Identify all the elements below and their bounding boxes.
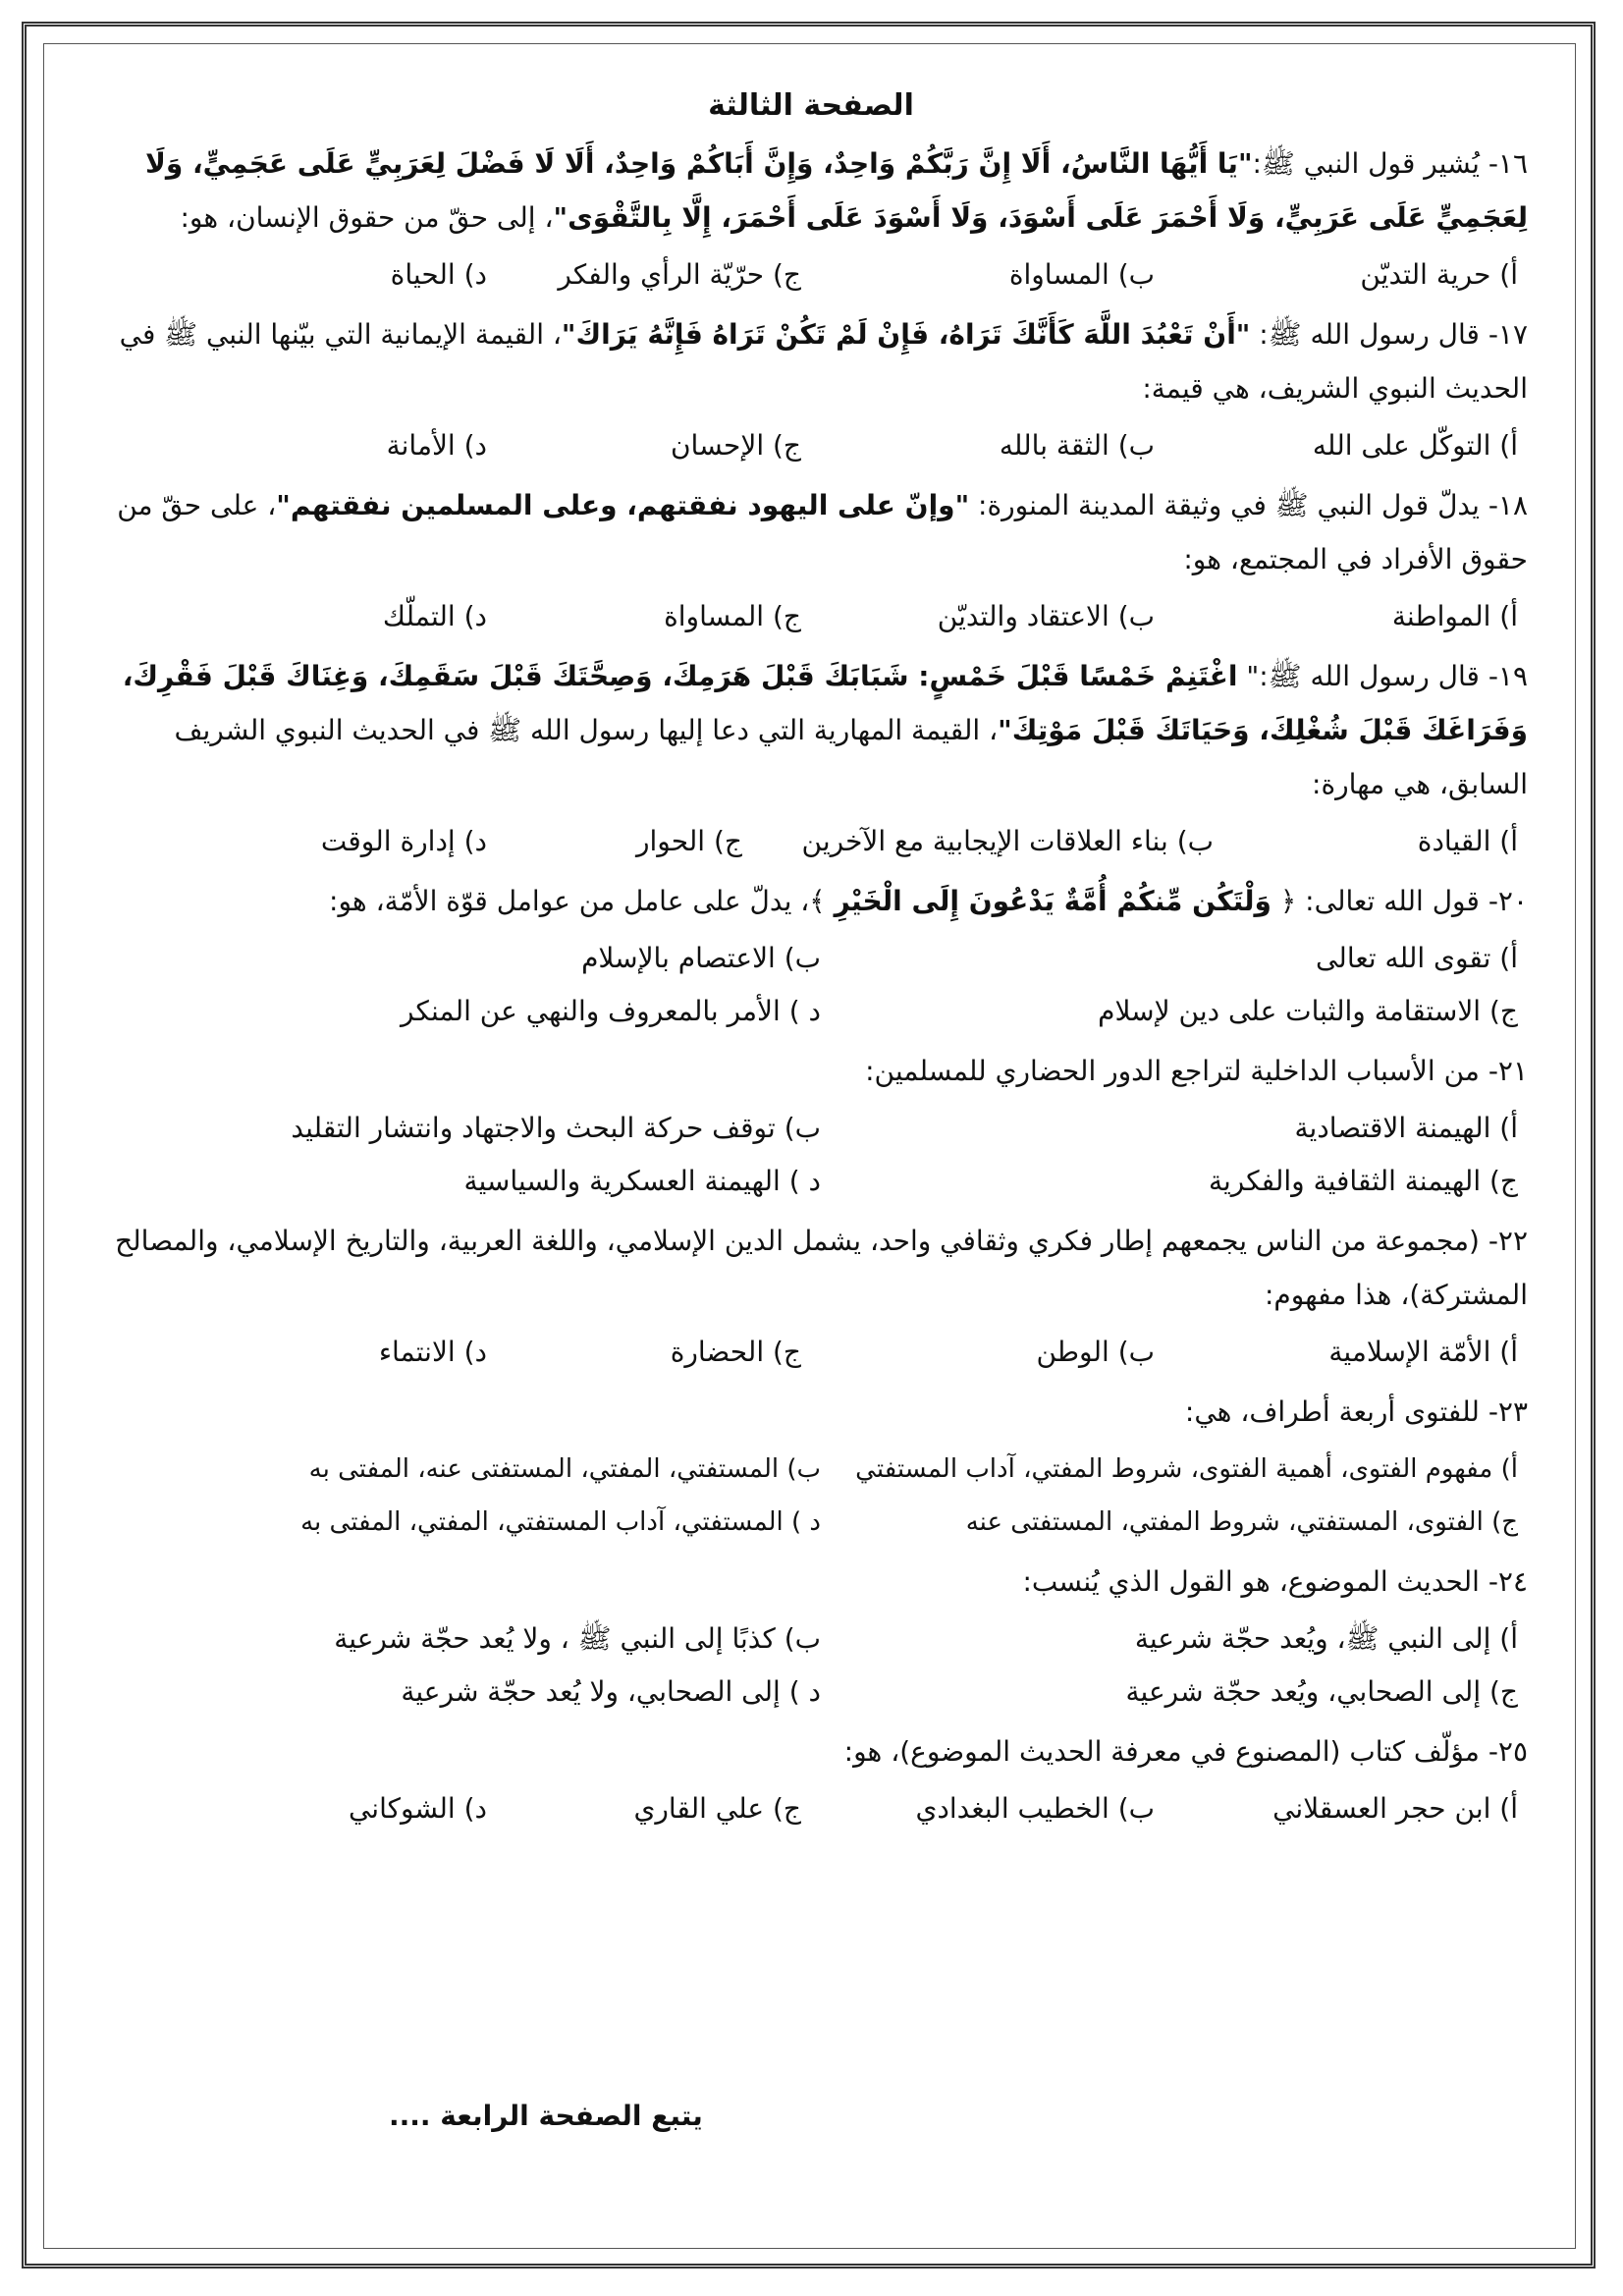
footer xyxy=(94,2100,1528,2132)
question-quote: وَلْتَكُن مِّنكُمْ أُمَّةٌ يَدْعُونَ إِلَى الْخَيْرِ xyxy=(834,885,1271,917)
question-text: ، القيمة المهارية التي دعا إليها رسول الله ﷺ في الحديث النبوي الشريف السابق، هي مهارة: xyxy=(174,714,1528,800)
question-number: ١٨- xyxy=(1488,489,1528,521)
option-d[interactable]: د) الحياة xyxy=(390,258,487,291)
question-text: للفتوى أربعة أطراف، هي: xyxy=(1184,1395,1480,1428)
question-number: ٢١- xyxy=(1488,1055,1528,1087)
option-b[interactable]: ب) الخطيب البغدادي xyxy=(915,1792,1155,1825)
option-b[interactable]: ب) الثقة بالله xyxy=(999,429,1155,462)
page-title: الصفحة الثالثة xyxy=(708,88,914,123)
question-24 xyxy=(94,1555,1528,1609)
question-text: ، القيمة الإيمانية التي بيّنها النبي ﷺ في الحديث النبوي الشريف، هي قيمة: xyxy=(119,318,1528,405)
question-quote: "يَا أَيُّهَا النَّاسُ، أَلَا إِنَّ رَبَّكُمْ وَاحِدٌ، وَإِنَّ أَبَاكُمْ وَاحِدٌ، أَلَا لَا فَضْلَ لِعَرَبِيٍّ عَلَى عَجَمِيٍّ، وَلَا لِعَجَمِيٍّ عَلَى عَرَبِيٍّ، وَلَا أَحْمَرَ عَلَى أَسْوَدَ، وَلَا أَسْوَدَ عَلَى أَحْمَرَ، إِلَّا بِالتَّقْوَى" xyxy=(144,147,1528,234)
option-c[interactable]: ج) الحضارة xyxy=(670,1336,801,1368)
question-text: مؤلّف كتاب (المصنوع في معرفة الحديث الموضوع)، هو: xyxy=(843,1735,1480,1768)
question-23 xyxy=(94,1385,1528,1439)
question-text: من الأسباب الداخلية لتراجع الدور الحضاري للمسلمين: xyxy=(865,1055,1480,1087)
question-number: ٢٠- xyxy=(1488,885,1528,917)
option-b[interactable]: ب) المستفتي، المفتي، المستفتى عنه، المفتى به xyxy=(308,1454,821,1484)
option-c[interactable]: ج) علي القاري xyxy=(633,1792,801,1825)
option-a[interactable]: أ) مفهوم الفتوى، أهمية الفتوى، شروط المفتي، آداب المستفتي xyxy=(855,1454,1518,1484)
question-text: ﴾، يدلّ على عامل من عوامل قوّة الأمّة، هو: xyxy=(329,885,835,917)
question-number: ١٩- xyxy=(1488,660,1528,692)
question-text: يُشير قول النبي ﷺ: xyxy=(1252,147,1480,180)
options-21 xyxy=(94,1102,1528,1208)
option-b[interactable]: ب) المساواة xyxy=(1008,258,1155,291)
options-17 xyxy=(94,419,1528,472)
question-number: ٢٥- xyxy=(1488,1735,1528,1768)
question-text: قول الله تعالى: ﴿ xyxy=(1271,885,1480,917)
options-25 xyxy=(94,1782,1528,1835)
options-23 xyxy=(94,1443,1528,1549)
continue-note: يتبع الصفحة الرابعة .... xyxy=(389,2100,703,2132)
question-quote: اغْتَنِمْ خَمْسًا قَبْلَ خَمْسٍ: شَبَابَكَ قَبْلَ هَرَمِكَ، وَصِحَّتَكَ قَبْلَ سَقَمِكَ، وَغِنَاكَ قَبْلَ فَقْرِكَ، وَفَرَاغَكَ قَبْلَ شُغْلِكَ، وَحَيَاتَكَ قَبْلَ مَوْتِكَ" xyxy=(122,660,1528,746)
question-text: ، إلى حقّ من حقوق الإنسان، هو: xyxy=(180,201,554,234)
question-text: الحديث الموضوع، هو القول الذي يُنسب: xyxy=(1022,1565,1480,1598)
option-b[interactable]: ب) الوطن xyxy=(1036,1336,1155,1368)
option-a[interactable]: أ) تقوى الله تعالى xyxy=(1315,942,1518,974)
option-c[interactable]: ج) الإحسان xyxy=(670,429,801,462)
option-a[interactable]: أ) حرية التديّن xyxy=(1360,258,1518,291)
options-16 xyxy=(94,248,1528,301)
option-c[interactable]: ج) الحوار xyxy=(635,825,742,857)
option-a[interactable]: أ) إلى النبي ﷺ، ويُعد حجّة شرعية xyxy=(1134,1622,1518,1655)
option-a[interactable]: أ) التوكّل على الله xyxy=(1312,429,1518,462)
option-d[interactable]: د) إدارة الوقت xyxy=(320,825,487,857)
options-24 xyxy=(94,1613,1528,1719)
question-quote: "وإنّ على اليهود نفقتهم، وعلى المسلمين نفقتهم" xyxy=(276,489,970,521)
option-d[interactable]: د ) الهيمنة العسكرية والسياسية xyxy=(463,1165,821,1197)
question-number: ١٧- xyxy=(1488,318,1528,351)
question-number: ٢٣- xyxy=(1488,1395,1528,1428)
question-number: ١٦- xyxy=(1488,147,1528,180)
question-number: ٢٢- xyxy=(1488,1225,1528,1257)
question-quote: "أَنْ تَعْبُدَ اللَّهَ كَأَنَّكَ تَرَاهُ، فَإِنْ لَمْ تَكُنْ تَرَاهُ فَإِنَّهُ يَرَاكَ" xyxy=(561,318,1251,351)
option-d[interactable]: د) الأمانة xyxy=(386,429,487,462)
option-c[interactable]: ج) حرّيّة الرأي والفكر xyxy=(558,258,801,291)
option-d[interactable]: د) التملّك xyxy=(382,600,487,632)
option-d[interactable]: د ) المستفتي، آداب المستفتي، المفتي، المفتى به xyxy=(300,1507,821,1537)
option-d[interactable]: د) الانتماء xyxy=(378,1336,487,1368)
option-b[interactable]: ب) الاعتصام بالإسلام xyxy=(581,942,821,974)
question-19 xyxy=(94,649,1528,811)
option-c[interactable]: ج) إلى الصحابي، ويُعد حجّة شرعية xyxy=(1125,1675,1518,1708)
option-b[interactable]: ب) كذبًا إلى النبي ﷺ ، ولا يُعد حجّة شرعية xyxy=(334,1622,821,1655)
option-b[interactable]: ب) توقف حركة البحث والاجتهاد وانتشار التقليد xyxy=(291,1112,821,1144)
question-20 xyxy=(94,874,1528,928)
exam-page xyxy=(94,88,1528,1841)
question-number: ٢٤- xyxy=(1488,1565,1528,1598)
option-a[interactable]: أ) الأمّة الإسلامية xyxy=(1328,1336,1518,1368)
option-a[interactable]: أ) الهيمنة الاقتصادية xyxy=(1294,1112,1518,1144)
question-text: (مجموعة من الناس يجمعهم إطار فكري وثقافي واحد، يشمل الدين الإسلامي، واللغة العربية، والتاريخ الإسلامي، والمصالح المشتركة)، هذا مفهوم: xyxy=(115,1225,1528,1311)
question-21 xyxy=(94,1044,1528,1098)
option-d[interactable]: د ) إلى الصحابي، ولا يُعد حجّة شرعية xyxy=(401,1675,821,1708)
option-c[interactable]: ج) الاستقامة والثبات على دين لإسلام xyxy=(1098,995,1518,1027)
option-c[interactable]: ج) المساواة xyxy=(664,600,801,632)
question-text: قال رسول الله ﷺ:" xyxy=(1237,660,1480,692)
question-16 xyxy=(94,137,1528,245)
option-b[interactable]: ب) بناء العلاقات الإيجابية مع الآخرين xyxy=(801,825,1214,857)
question-text: قال رسول الله ﷺ: xyxy=(1250,318,1480,351)
question-18 xyxy=(94,478,1528,586)
option-b[interactable]: ب) الاعتقاد والتديّن xyxy=(937,600,1155,632)
option-a[interactable]: أ) القيادة xyxy=(1417,825,1518,857)
question-25 xyxy=(94,1724,1528,1778)
option-a[interactable]: أ) ابن حجر العسقلاني xyxy=(1272,1792,1518,1825)
options-20 xyxy=(94,932,1528,1038)
option-d[interactable]: د ) الأمر بالمعروف والنهي عن المنكر xyxy=(401,995,821,1027)
question-22 xyxy=(94,1214,1528,1322)
options-22 xyxy=(94,1326,1528,1379)
options-18 xyxy=(94,590,1528,643)
option-c[interactable]: ج) الهيمنة الثقافية والفكرية xyxy=(1208,1165,1518,1197)
question-text: ، على حقّ من حقوق الأفراد في المجتمع، هو: xyxy=(117,489,1528,575)
question-text: يدلّ قول النبي ﷺ في وثيقة المدينة المنورة: xyxy=(969,489,1480,521)
option-d[interactable]: د) الشوكاني xyxy=(348,1792,487,1825)
question-17 xyxy=(94,307,1528,415)
options-19 xyxy=(94,815,1528,868)
option-c[interactable]: ج) الفتوى، المستفتي، شروط المفتي، المستفتى عنه xyxy=(965,1507,1518,1537)
option-a[interactable]: أ) المواطنة xyxy=(1391,600,1518,632)
